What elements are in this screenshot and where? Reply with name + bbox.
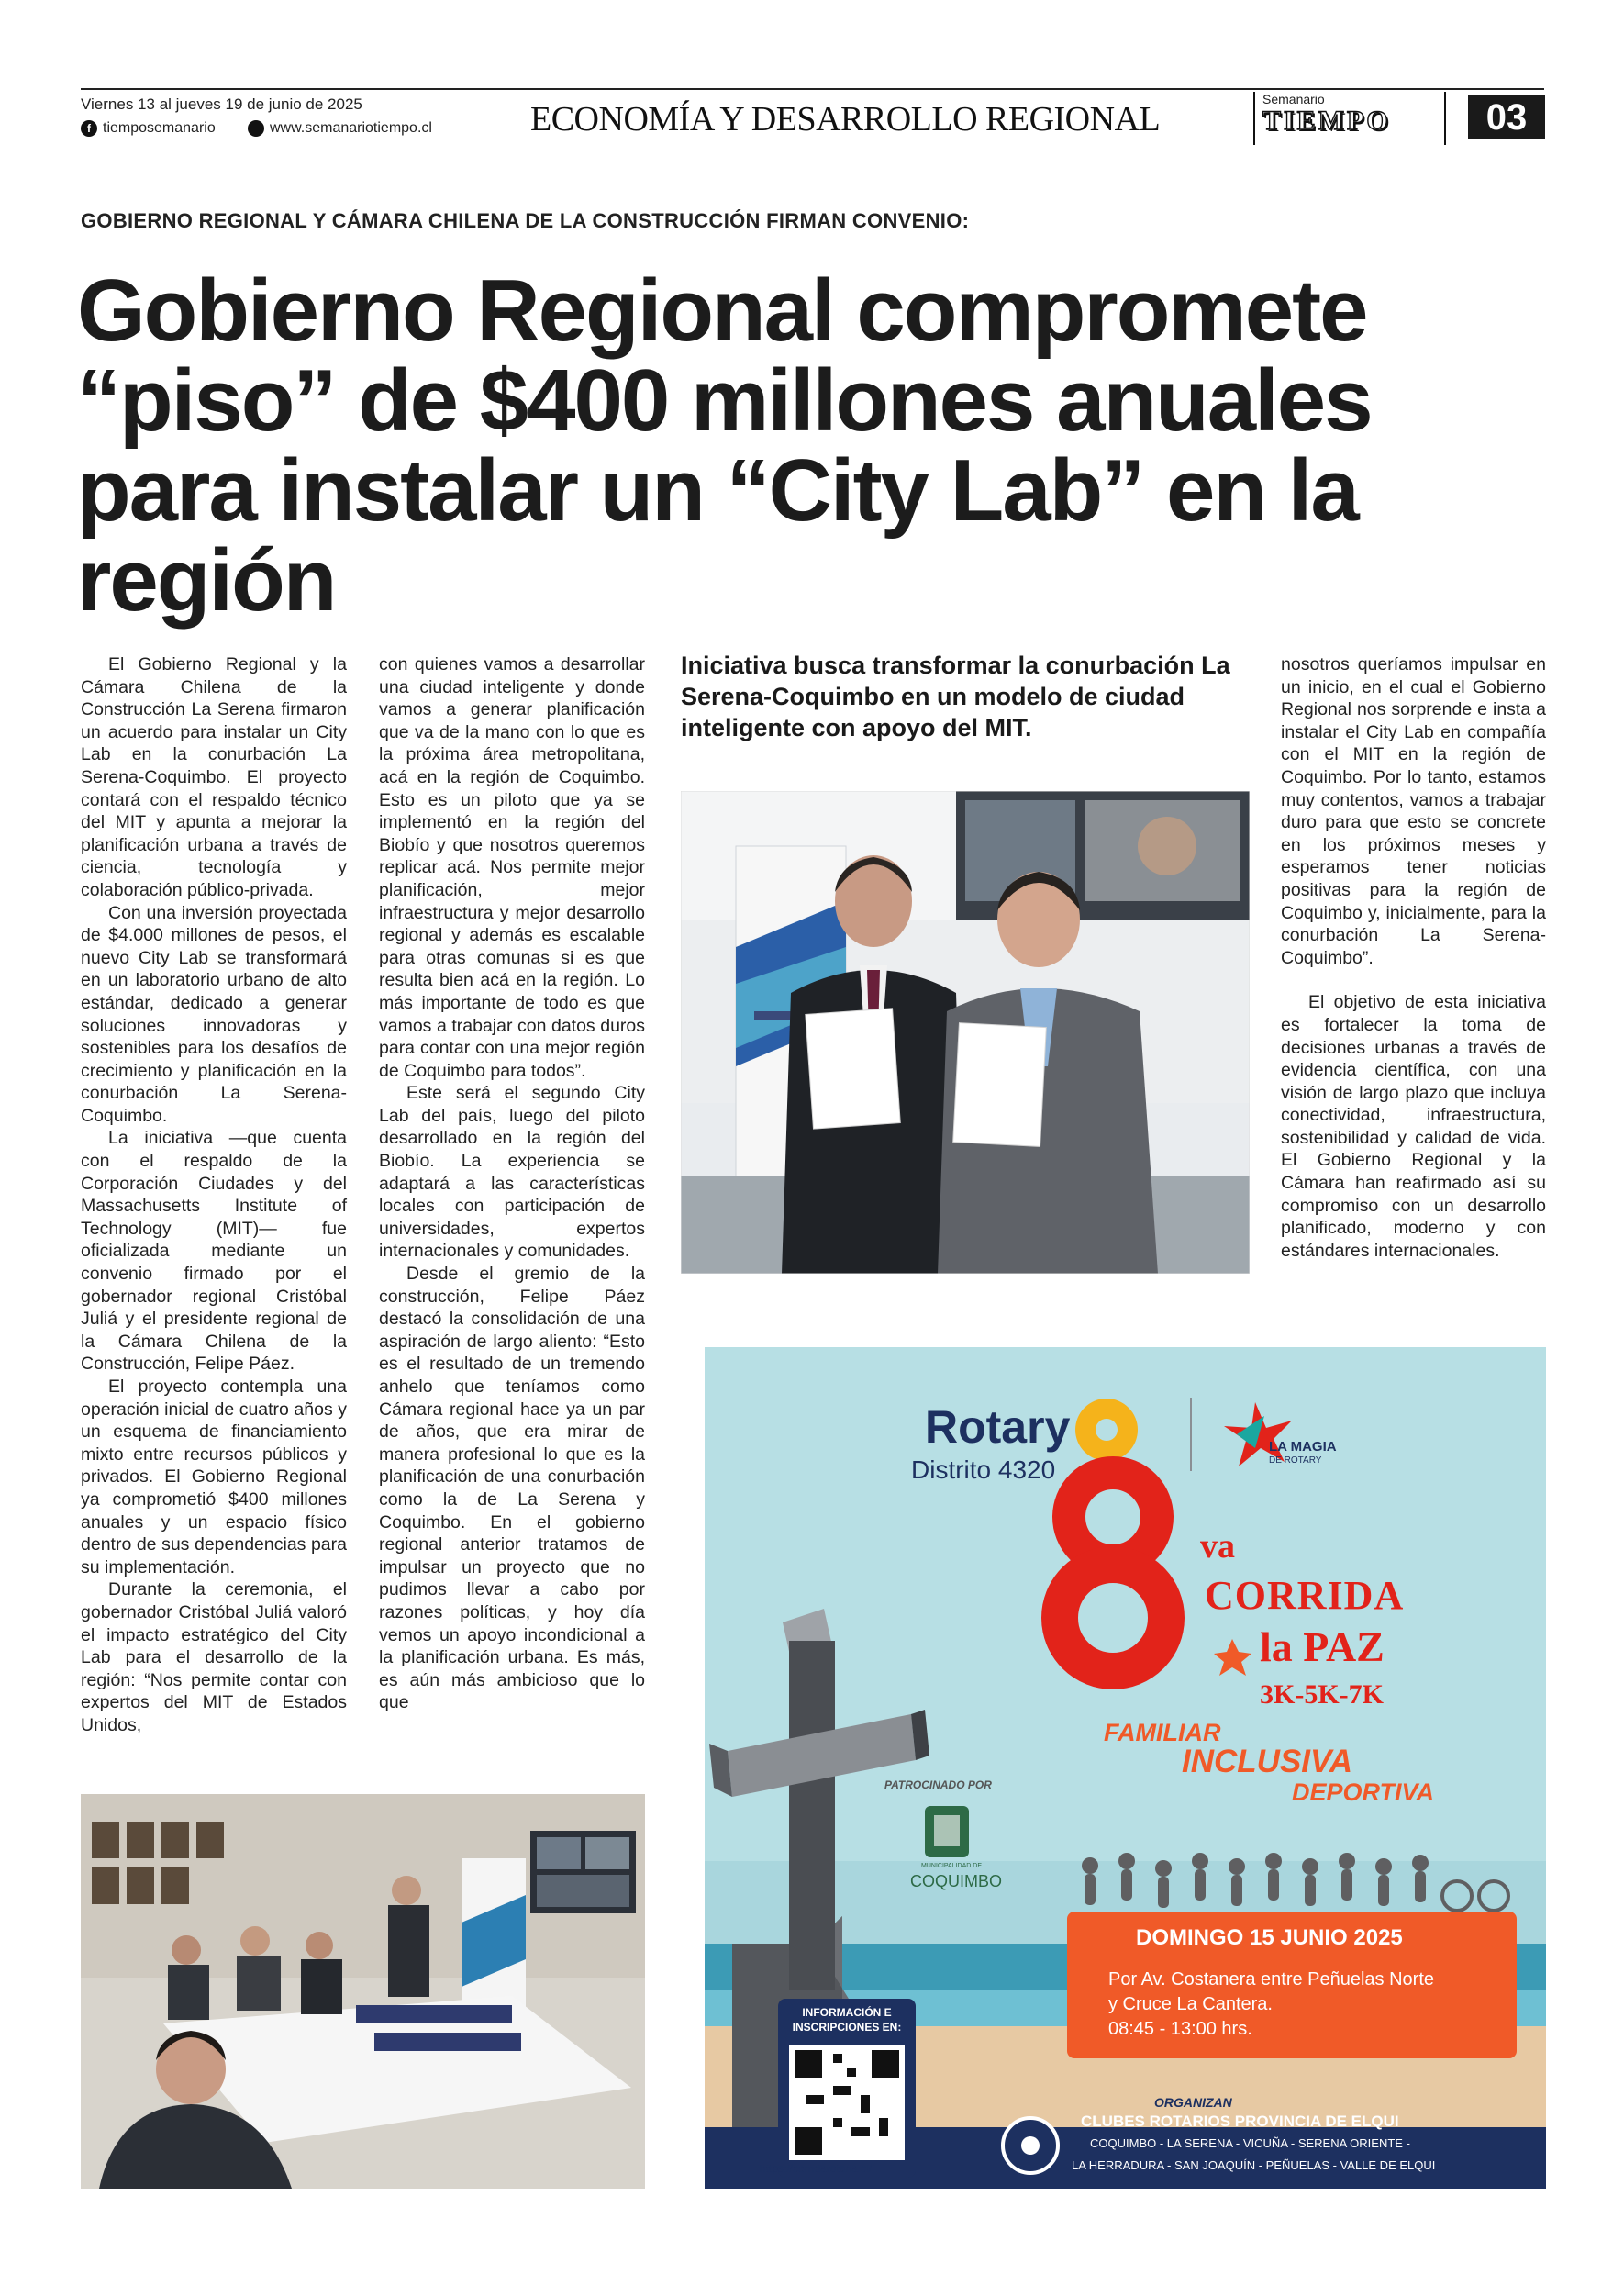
corrida-text: CORRIDA: [1205, 1573, 1405, 1618]
event-date: DOMINGO 15 JUNIO 2025: [1136, 1925, 1403, 1950]
paragraph: Durante la ceremonia, el gobernador Cristóbal Juliá valoró el impacto estratégico del City Lab para el desarrollo de la región: “Nos permite contar con expertos del MIT de Estados Unidos,: [81, 1579, 347, 1735]
paragraph: con quienes vamos a desarrollar una ciudad inteligente y donde vamos a generar planificación que va de la mano con lo que es la próxima área metropolitana, acá en la región de Coquimbo. Esto es un piloto que ya se implementó en la región del Biobío y que nosotros queremos replicar acá. Nos permite mejor planificación, mejor infraestructura y mejor desarrollo regional y además es escalable para otras comunas si es que resulta bien acá en la región. Lo más importante de todo es que vamos a trabajar con datos duros para contar con una mejor región de Coquimbo para todos”.: [379, 654, 645, 1081]
rotary-logo-text: Rotary: [925, 1401, 1071, 1453]
la-paz-text: la PAZ: [1260, 1623, 1385, 1670]
logo-semanario: Semanario: [1262, 92, 1325, 106]
article-column-1: [81, 653, 347, 1737]
paragraph: Este será el segundo City Lab del país, luego del piloto desarrollado en la región del Biobío. La experiencia se adaptará a las características locales con participación de universidades, expertos internacionales y comunidades.: [379, 1083, 645, 1262]
globe-icon: [248, 120, 264, 137]
municipality-label: MUNICIPALIDAD DE: [921, 1863, 982, 1869]
info-line2: INSCRIPCIONES EN:: [792, 2021, 902, 2034]
paragraph: Con una inversión proyectada de $4.000 millones de pesos, el nuevo City Lab se transformará en un laboratorio urbano de alto estándar, dedicado a generar soluciones innovadoras y sostenibles para los desafíos de crecimiento y planificación en la conurbación La Serena-Coquimbo.: [81, 902, 347, 1126]
meeting-photo: [81, 1794, 645, 2189]
info-line1: INFORMACIÓN E: [802, 2006, 892, 2019]
clubs-line1: COQUIMBO - LA SERENA - VICUÑA - SERENA ORIENTE -: [1090, 2136, 1410, 2150]
article-kicker: GOBIERNO REGIONAL Y CÁMARA CHILENA DE LA CONSTRUCCIÓN FIRMAN CONVENIO:: [81, 209, 970, 232]
paragraph: La iniciativa —que cuenta con el respaldo de la Corporación Ciudades y del Massachusetts Institute of Technology (MIT)— fue oficializada mediante un convenio firmado por el gobernador regional Cristóbal Juliá y el presidente regional de la Cámara Chilena de la Construcción, Felipe Páez.: [81, 1128, 347, 1375]
organizan-label: ORGANIZAN: [1154, 2095, 1232, 2110]
article-deck: Iniciativa busca transformar la conurbación La Serena-Coquimbo en un modelo de ciudad inteligente con apoyo del MIT.: [681, 652, 1230, 741]
registration-url[interactable]: https://corridarotaria.cl/: [760, 2162, 873, 2175]
sponsored-by: PATROCINADO POR: [884, 1778, 992, 1791]
deportiva-text: DEPORTIVA: [1292, 1778, 1435, 1806]
issue-date: Viernes 13 al jueves 19 de junio de 2025: [81, 95, 362, 113]
signing-photo-art: [681, 791, 1250, 1274]
paragraph: Desde el gremio de la construcción, Felipe Páez destacó la consolidación de una aspiración de largo aliento: “Esto es el resultado de un tremendo anhelo que teníamos como Cámara regional hace ya un par de años, que era mirar de manera profesional lo que es la planificación de una conurbación como la de La Serena y Coquimbo. En el gobierno regional anterior tratamos de impulsar un proyecto que no pudimos llevar a cabo por razones políticas, y hoy día vemos un apoyo incondicional a la planificación urbana. Es más, es aún más ambicioso que lo que: [379, 1264, 645, 1713]
meeting-photo-art: [81, 1794, 645, 2189]
paragraph: El Gobierno Regional y la Cámara Chilena de la Construcción La Serena firmaron un acuerdo para instalar un City Lab en la conurbación La Serena-Coquimbo. El proyecto contará con el respaldo técnico del MIT y apunta a mejorar la planificación urbana a través de ciencia, tecnología y colaboración público-privada.: [81, 654, 347, 900]
section-title: ECONOMÍA Y DESARROLLO REGIONAL: [530, 100, 1161, 139]
logo-tiempo: TIEMPO: [1262, 106, 1391, 136]
event-place-line2: y Cruce La Cantera.: [1108, 1994, 1273, 2014]
clubes-label: CLUBES ROTARIOS PROVINCIA DE ELQUI: [1081, 2112, 1399, 2130]
article-column-4: [1281, 653, 1546, 1262]
inclusiva-text: INCLUSIVA: [1182, 1744, 1353, 1779]
la-magia-text: LA MAGIA: [1269, 1439, 1337, 1455]
advert-background: [705, 1347, 1546, 2189]
article-column-2: [379, 653, 645, 1714]
website-link[interactable]: [248, 120, 432, 137]
la-magia-sub: DE ROTARY: [1269, 1455, 1322, 1466]
event-time: 08:45 - 13:00 hrs.: [1108, 2019, 1252, 2039]
familiar-text: FAMILIAR: [1104, 1719, 1221, 1746]
ordinal-suffix: va: [1200, 1527, 1235, 1566]
facebook-icon: f: [81, 120, 97, 137]
newspaper-logo: [1253, 92, 1446, 145]
social-handle-text: tiemposemanario: [103, 120, 216, 136]
clubs-line2: LA HERRADURA - SAN JOAQUÍN - PEÑUELAS - VALLE DE ELQUI: [1072, 2158, 1436, 2172]
website-text: www.semanariotiempo.cl: [270, 120, 432, 136]
article-headline: Gobierno Regional compromete “piso” de $400 millones anuales para instalar un “City Lab” en la región: [77, 262, 1372, 630]
header-rule: [81, 88, 1544, 90]
paragraph: El objetivo de esta iniciativa es fortalecer la toma de decisiones urbanas a través de evidencia científica, con una visión de largo plazo que incluya conectividad, infraestructura, sostenibilidad y calidad de vida. El Gobierno Regional y la Cámara han reafirmado así su compromiso con un desarrollo planificado, moderno y con estándares internacionales.: [1281, 992, 1546, 1261]
rotary-district: Distrito 4320: [911, 1455, 1056, 1484]
paragraph: El proyecto contempla una operación inicial de cuatro años y un esquema de financiamiento mixto entre recursos públicos y privados. El Gobierno Regional ya comprometió $400 millones anuales y un espacio físico dentro de sus dependencias para su implementación.: [81, 1377, 347, 1577]
social-handle[interactable]: [81, 120, 216, 137]
signing-photo: [681, 791, 1250, 1274]
paragraph: nosotros queríamos impulsar en un inicio, en el cual el Gobierno Regional nos sorprende e insta a instalar el City Lab en compañía con el MIT en la región de Coquimbo. Por lo tanto, estamos muy contentos, vamos a trabajar duro para que esto se concrete en los próximos meses y esperamos tener noticias positivas para la región de Coquimbo y, inicialmente, para la conurbación La Serena-Coquimbo”.: [1281, 654, 1546, 968]
page-number: 03: [1468, 95, 1545, 139]
coquimbo-label: COQUIMBO: [910, 1872, 1003, 1890]
event-place-line1: Por Av. Costanera entre Peñuelas Norte: [1108, 1969, 1435, 1990]
rotary-advert: [705, 1347, 1546, 2189]
distances-text: 3K-5K-7K: [1260, 1679, 1384, 1710]
